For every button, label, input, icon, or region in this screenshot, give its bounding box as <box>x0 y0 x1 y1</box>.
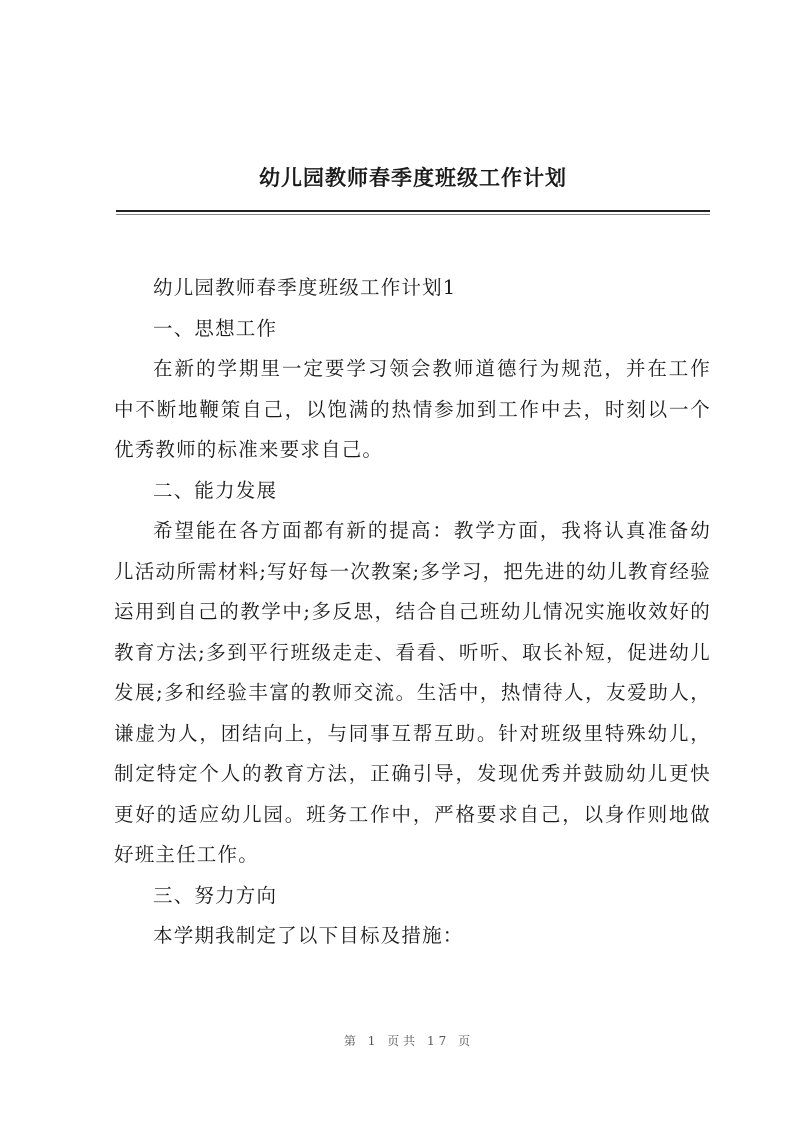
document-body <box>114 268 711 957</box>
body-paragraph-2: 希望能在各方面都有新的提高：教学方面，我将认真准备幼儿活动所需材料;写好每一次教案;多学习，把先进的幼儿教育经验运用到自己的教学中;多反思，结合自己班幼儿情况实施收效好的教育方法;多到平行班级走走、看看、听听、取长补短，促进幼儿发展;多和经验丰富的教师交流。生活中，热情待人，友爱助人，谦虚为人，团结向上，与同事互帮互助。针对班级里特殊幼儿，制定特定个人的教育方法，正确引导，发现优秀并鼓励幼儿更快更好的适应幼儿园。班务工作中，严格要求自己，以身作则地做好班主任工作。 <box>114 519 711 866</box>
title-divider-thin <box>116 214 710 215</box>
page-number-footer: 第 1 页共 17 页 <box>343 1034 475 1048</box>
document-title: 幼儿园教师春季度班级工作计划 <box>259 165 567 190</box>
section-heading-1: 一、思想工作 <box>153 316 278 340</box>
body-paragraph-1: 在新的学期里一定要学习领会教师道德行为规范，并在工作中不断地鞭策自己，以饱满的热情参加到工作中去，时刻以一个优秀教师的标准来要求自己。 <box>114 357 711 461</box>
subtitle-paragraph: 幼儿园教师春季度班级工作计划1 <box>153 276 457 299</box>
title-divider <box>116 210 710 212</box>
body-paragraph-3: 本学期我制定了以下目标及措施： <box>153 924 464 947</box>
section-heading-3: 三、努力方向 <box>153 883 278 907</box>
section-heading-2: 二、能力发展 <box>153 478 278 502</box>
